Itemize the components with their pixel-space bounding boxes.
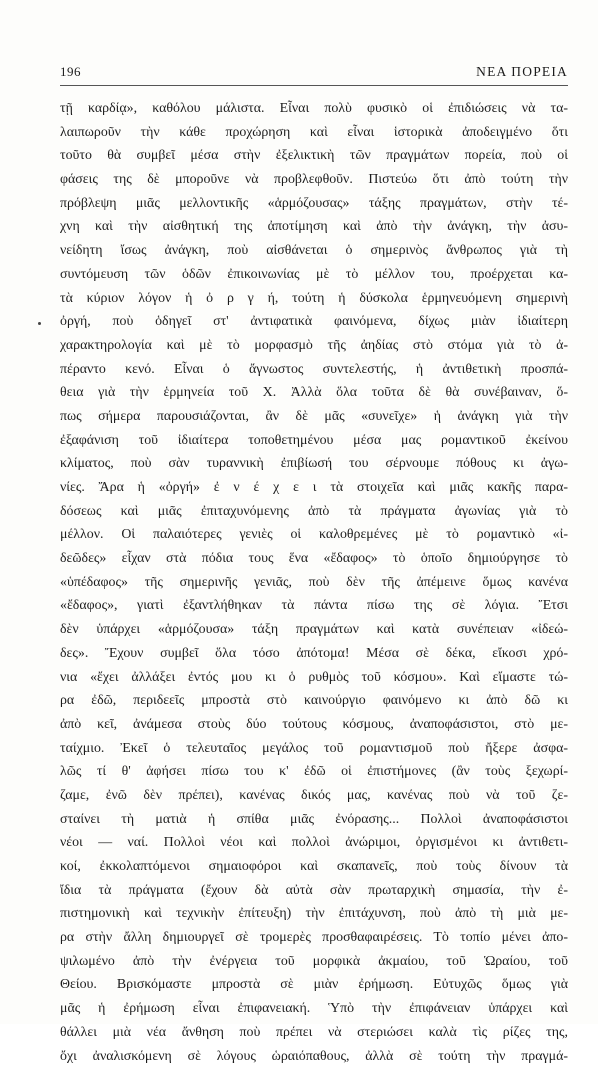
text-line: «ἔδαφος», γιατὶ ἐξαντλήθηκαν τὰ πάντα πίσω της σὲ λόγια. Ἔτσι	[60, 594, 568, 618]
text-line: σταίνει τὴ ματιὰ ἡ σπίθα μιᾶς ἐνόρασης... Πολλοὶ ἀναποφάσιστοι	[60, 808, 568, 832]
text-line: δόσεως καὶ μιᾶς ἐπιταχυνόμενης ἀπὸ τὰ πράγματα ἀγωνίας γιὰ τὸ	[60, 500, 568, 524]
header-rule	[60, 85, 568, 86]
text-line: νείδητη ἴσως ἀνάγκη, ποὺ αἰσθάνεται ὁ σημερινὸς ἄνθρωπος γιὰ τὴ	[60, 239, 568, 263]
text-line: πρόβλεψη μιᾶς μελλοντικῆς «ἁρμόζουσας» τάξης πραγμάτων, στὴν τέ-	[60, 192, 568, 216]
text-line: ἐξαφάνιση τοῦ ἰδιαίτερα τοποθετημένου μέσα μας ρομαντικοῦ ἐκείνου	[60, 429, 568, 453]
text-line: δες». Ἔχουν συμβεῖ ὅλα τόσο ἀπότομα! Μέσα σὲ δέκα, εἴκοσι χρό-	[60, 642, 568, 666]
text-line: πέραντο κενό. Εἶναι ὁ ἄγνωστος συντελεστής, ἡ ἀντιθετικὴ προσπά-	[60, 358, 568, 382]
text-line: μᾶς ἡ ἐρήμωση εἶναι ἐπιφανειακή. Ὑπὸ τὴν ἐπιφάνειαν ὑπάρχει καὶ	[60, 997, 568, 1021]
text-line: ὀργή, ποὺ ὁδηγεῖ στ' ἀντιφατικὰ φαινόμενα, δίχως μιὰν ἰδιαίτερη	[60, 310, 568, 334]
text-line: τὰ κύριον λόγον ἡ ὀ ρ γ ή, τούτη ἡ δύσκολα ἑρμηνευόμενη σημερινὴ	[60, 287, 568, 311]
running-head: ΝΕΑ ΠΟΡΕΙΑ	[476, 64, 568, 80]
text-line: λῶς τί θ' ἀφήσει πίσω του κ' ἐδῶ οἱ ἐπιστήμονες (ἂν τοὺς ξεχωρί-	[60, 760, 568, 784]
text-line: θεια γιὰ τὴν ἑρμηνεία τοῦ Χ. Ἀλλὰ ὅλα τοῦτα δὲ θὰ συνέβαιναν, ὅ-	[60, 381, 568, 405]
text-line: νίες. Ἄρα ἡ «ὀργή» ἐ ν έ χ ε ι τὰ στοιχεῖα καὶ μιᾶς κακῆς παρα-	[60, 476, 568, 500]
text-line: τῇ καρδίᾳ», καθόλου μάλιστα. Εἶναι πολὺ φυσικὸ οἱ ἐπιδιώσεις νὰ τα-	[60, 97, 568, 121]
text-line: δεῶδες» εἶχαν στὰ πόδια τους ἕνα «ἔδαφος» τὸ ὁποῖο δημιούργησε τὸ	[60, 547, 568, 571]
text-line: ταίχμιο. Ἐκεῖ ὁ τελευταῖος μεγάλος τοῦ ρομαντισμοῦ ποὺ ἤξερε ἀσφα-	[60, 737, 568, 761]
text-line: νια «ἔχει ἀλλάξει ἐντός μου κι ὁ ρυθμὸς τοῦ κόσμου». Καὶ εἴμαστε τώ-	[60, 666, 568, 690]
text-line: συντόμευση τῶν ὁδῶν ἐπικοινωνίας μὲ τὸ μέλλον του, προέρχεται κα-	[60, 263, 568, 287]
text-line: πως σήμερα παρουσιάζονται, ἂν δὲ μᾶς «συνεῖχε» ἡ ἀνάγκη γιὰ τὴν	[60, 405, 568, 429]
text-line: φάσεις της δὲ μποροῦνε νὰ προβλεφθοῦν. Πιστεύω ὅτι ἀπὸ τούτη τὴν	[60, 168, 568, 192]
text-line: λαιπωροῦν τὴν κάθε προχώρηση καὶ εἶναι ἱστορικὰ ἀποδειγμένο ὅτι	[60, 121, 568, 145]
text-line: νέοι — ναί. Πολλοὶ νέοι καὶ πολλοὶ ἀνώριμοι, ὀργισμένοι κι ἀντιθετι-	[60, 831, 568, 855]
text-line: ρα στὴν ἄλλη δημιουργεῖ σὲ τρομερὲς προσθαφαιρέσεις. Τὸ τοπίο μένει ἀπο-	[60, 926, 568, 950]
text-line: κλίματος, ποὺ σὰν τυραννικὴ ἐπιβίωσή του σέρνουμε πόθους κι ἀγω-	[60, 452, 568, 476]
text-line: ὄχι ἀναλισκόμενη σὲ λόγους ὡραιόπαθους, ἀλλὰ σὲ τούτη τὴν πραγμά-	[60, 1045, 568, 1068]
body-text	[60, 97, 568, 1068]
text-line: ψιλωμένο ἀπὸ τὴν ἐνέργεια τοῦ μορφικὰ ἀκμαίου, τοῦ Ὡραίου, τοῦ	[60, 950, 568, 974]
text-line: ζαμε, ἐνῶ δὲν πρέπει), κανένας δικός μας, κανένας ποὺ νὰ τοῦ ζε-	[60, 784, 568, 808]
text-line: «ὑπέδαφος» τῆς σημερινῆς γενιᾶς, ποὺ δὲν τῆς ἀπέμεινε ὅμως κανένα	[60, 571, 568, 595]
text-line: τοῦτο θὰ συμβεῖ μέσα στὴν ἐξελικτικὴ τῶν πραγμάτων πορεία, ποὺ οἱ	[60, 144, 568, 168]
text-line: πιστημονικὴ καὶ τεχνικὴν ἐπίτευξη) τὴν ἐπιτάχυνση, ποὺ ἀπὸ τὴ μιὰ με-	[60, 902, 568, 926]
text-line: δὲν ὑπάρχει «ἁρμόζουσα» τάξη πραγμάτων καὶ κατὰ συνέπειαν «ἰδεώ-	[60, 618, 568, 642]
text-line: ρα ἐδῶ, περιδεεῖς μπροστὰ στὸ καινούργιο φαινόμενο κι ἀπὸ δῶ κι	[60, 689, 568, 713]
text-line: χαρακτηρολογία καὶ μὲ τὸ μορφασμὸ τῆς ἀηδίας στὸ στόμα γιὰ τὸ ἀ-	[60, 334, 568, 358]
text-line: χνη καὶ τὴν αἰσθητική της ἀποτίμηση καὶ ἀπὸ τὴν ἀνάγκη, τὴν ἀσυ-	[60, 215, 568, 239]
text-line: θάλλει μιὰ νέα ἄνθηση ποὺ πρέπει νὰ στεριώσει καλὰ τὶς ρίζες της,	[60, 1021, 568, 1045]
text-line: ἴδια τὰ πράγματα (ἔχουν δὰ αὐτὰ σὰν πρωταρχικὴ σημασία, τὴν ἐ-	[60, 879, 568, 903]
text-line: ἀπὸ κεῖ, ἀνάμεσα στοὺς δύο τούτους κόσμους, ἀναποφάσιστοι, στὸ με-	[60, 713, 568, 737]
page-number: 196	[60, 64, 81, 80]
text-line: μέλλον. Οἱ παλαιότερες γενιὲς οἱ καλοθρεμένες μὲ τὸ ρομαντικὸ «ἰ-	[60, 523, 568, 547]
page-header	[60, 64, 568, 84]
margin-mark	[38, 322, 41, 325]
text-line: κοί, ἐκκολαπτόμενοι σημαιοφόροι καὶ σκαπανεῖς, ποὺ τοὺς δίνουν τὰ	[60, 855, 568, 879]
text-line: Θείου. Βρισκόμαστε μπροστὰ σὲ μιὰν ἐρήμωση. Εὐτυχῶς ὅμως γιὰ	[60, 973, 568, 997]
